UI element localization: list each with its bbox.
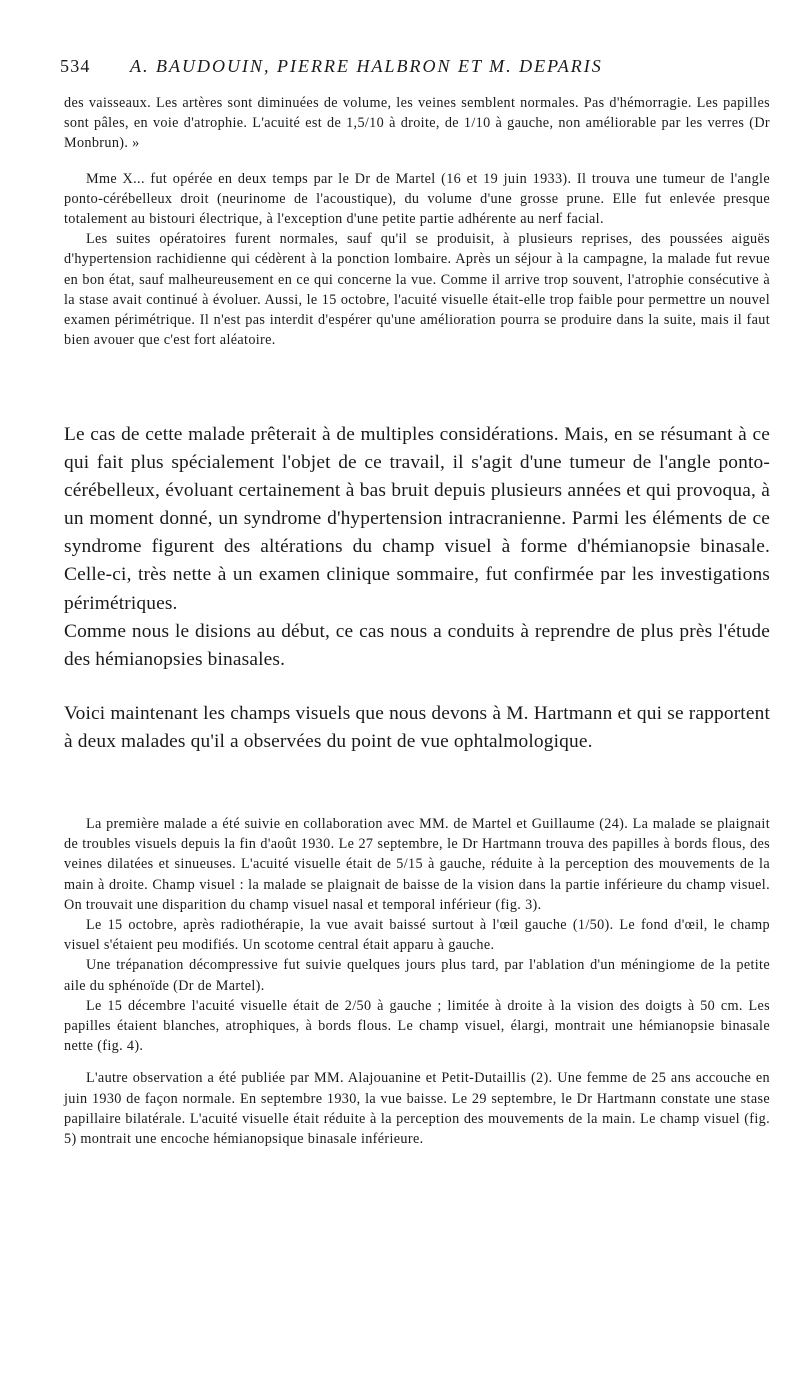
intro-section xyxy=(64,700,770,756)
case-notes-section xyxy=(64,93,770,350)
paragraph: La première malade a été suivie en collaboration avec MM. de Martel et Guillaume (24). La malade se plaignait de troubles visuels depuis la fin d'août 1930. Le 27 septembre, le Dr Hartmann trouva des papilles à bords flous, des veines dilatées et sinueuses. L'acuité visuelle était de 5/15 à gauche, réduite à la perception des mouvements de la main à droite. Champ visuel : la malade se plaignait de baisse de la vision dans la partie inférieure du champ visuel. On trouvait une disparition du champ visuel nasal et temporal inférieur (fig. 3). xyxy=(64,816,770,913)
paragraph: Le 15 octobre, après radiothérapie, la vue avait baissé surtout à l'œil gauche (1/50). Le fond d'œil, le champ visuel s'étaient peu modifiés. Un scotome central était apparu à gauche. xyxy=(64,917,770,954)
paragraph: Le cas de cette malade prêterait à de multiples considérations. Mais, en se résumant à ce qui fait plus spécialement l'objet de ce travail, il s'agit d'une tumeur de l'angle ponto-cérébelleux, évoluant certainement à bas bruit depuis plusieurs années et qui provoqua, à un moment donné, un syndrome d'hypertension intracranienne. Parmi les éléments de ce syndrome figurent des altérations du champ visuel à forme d'hémianopsie binasale. Celle-ci, très nette à un examen clinique sommaire, fut confirmée par les investigations périmétriques. xyxy=(64,424,770,614)
paragraph: Comme nous le disions au début, ce cas nous a conduits à reprendre de plus près l'étude des hémianopsies binasales. xyxy=(64,620,770,670)
page-header xyxy=(60,56,700,84)
paragraph: Une trépanation décompressive fut suivie quelques jours plus tard, par l'ablation d'un méningiome de la petite aile du sphénoïde (Dr de Martel). xyxy=(64,957,770,994)
running-title: A. BAUDOUIN, PIERRE HALBRON ET M. DEPARIS xyxy=(130,56,603,76)
observations-section xyxy=(64,814,770,1149)
paragraph: L'autre observation a été publiée par MM. Alajouanine et Petit-Dutaillis (2). Une femme de 25 ans accouche en juin 1930 de façon normale. En septembre 1930, la vue baisse. Le 29 septembre, le Dr Hartmann constate une stase papillaire bilatérale. L'acuité visuelle était réduite à la perception des mouvements de la main. Le champ visuel (fig. 5) montrait une encoche hémianopsique binasale inférieure. xyxy=(64,1070,770,1148)
paragraph: Les suites opératoires furent normales, sauf qu'il se produisit, à plusieurs reprises, des poussées aiguës d'hypertension rachidienne qui cédèrent à la ponction lombaire. Après un séjour à la campagne, la malade fut revue en bon état, sauf malheureusement en ce qui concerne la vue. Comme il arrive trop souvent, l'atrophie consécutive à la stase avait continué à évoluer. Aussi, le 15 octobre, l'acuité visuelle était-elle trop faible pour permettre un nouvel examen périmétrique. Il n'est pas interdit d'espérer qu'une amélioration pourra se produire dans la suite, mais il faut bien avouer que c'est fort aléatoire. xyxy=(64,231,770,349)
discussion-section xyxy=(64,421,770,674)
paragraph: Le 15 décembre l'acuité visuelle était de 2/50 à gauche ; limitée à droite à la vision des doigts à 50 cm. Les papilles étaient blanches, atrophiques, à bords flous. Le champ visuel, élargi, montrait une hémianopsie binasale nette (fig. 4). xyxy=(64,997,770,1055)
page-number: 534 xyxy=(60,56,91,76)
paragraph: Voici maintenant les champs visuels que nous devons à M. Hartmann et qui se rapportent à deux malades qu'il a observées du point de vue ophtalmologique. xyxy=(64,703,770,753)
paragraph: des vaisseaux. Les artères sont diminuées de volume, les veines semblent normales. Pas d'hémorragie. Les papilles sont pâles, en voie d'atrophie. L'acuité est de 1,5/10 à droite, de 1/10 à gauche, non améliorable par les verres (Dr Monbrun). » xyxy=(64,95,770,152)
paragraph: Mme X... fut opérée en deux temps par le Dr de Martel (16 et 19 juin 1933). Il trouva une tumeur de l'angle ponto-cérébelleux droit (neurinome de l'acoustique), du volume d'une grosse prune. Elle fut enlevée presque totalement au bistouri électrique, à l'exception d'une petite partie adhérente au nerf facial. xyxy=(64,170,770,228)
